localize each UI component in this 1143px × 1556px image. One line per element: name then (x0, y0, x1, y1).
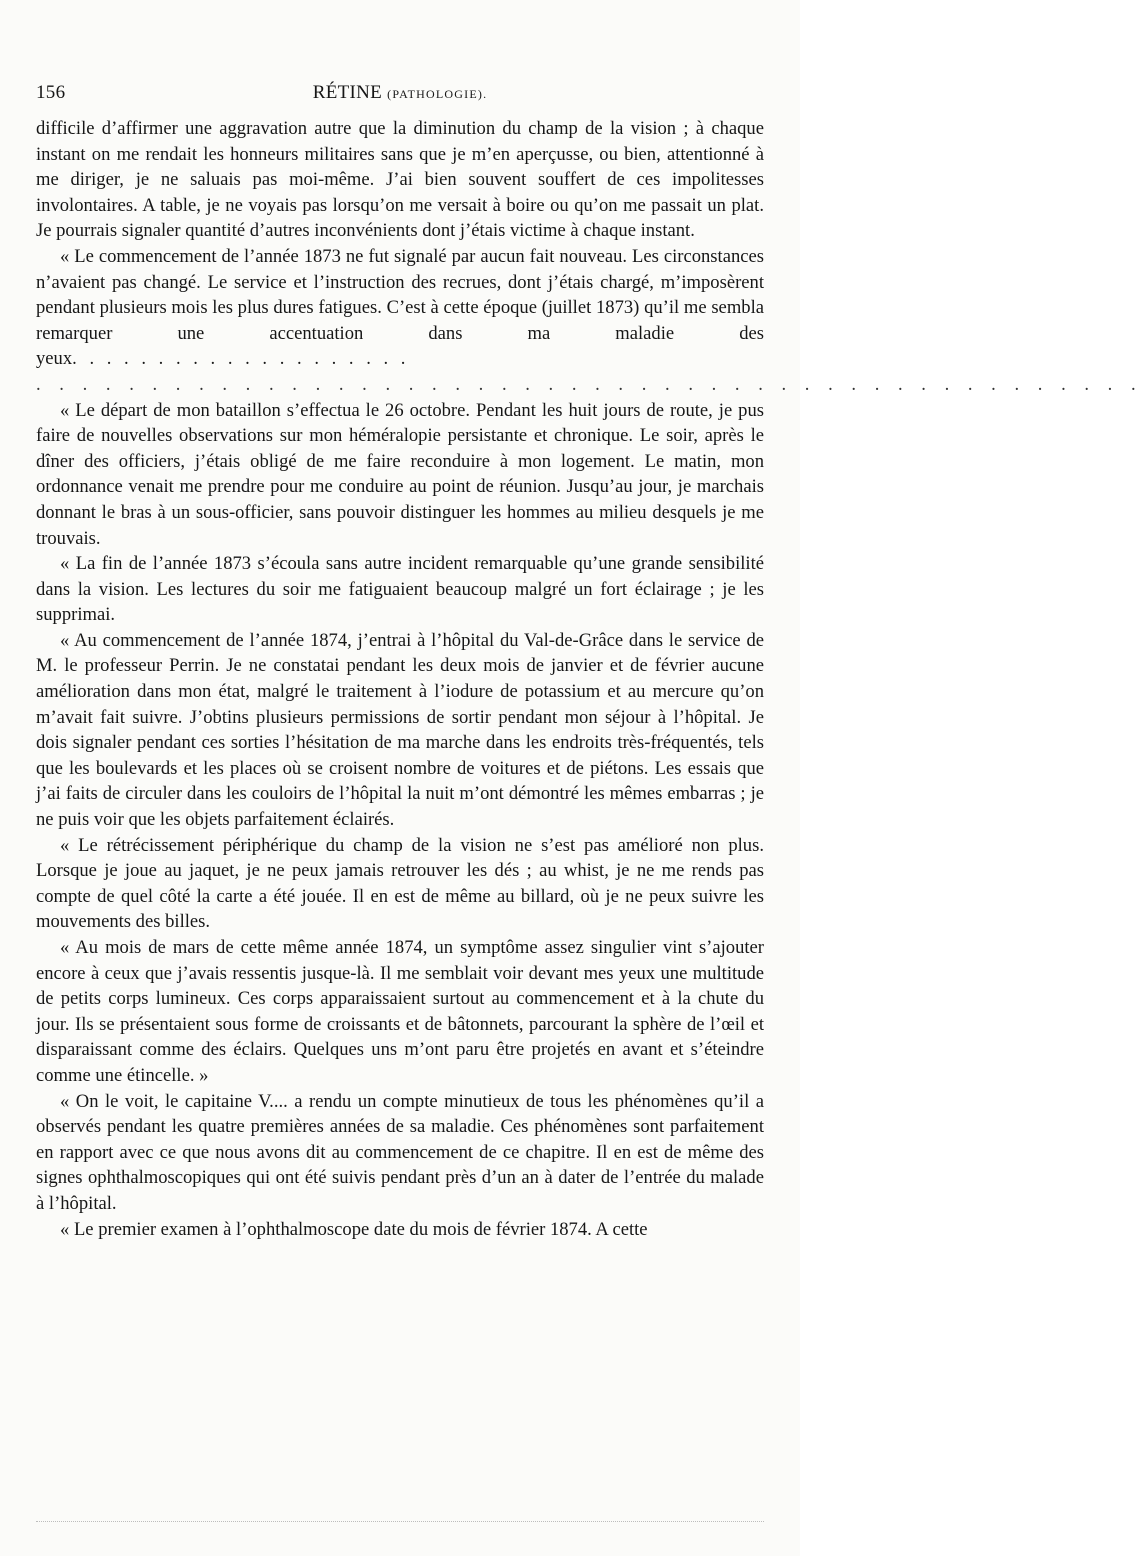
paragraph: « Au mois de mars de cette même année 1874, un symptôme assez singulier vint s’ajouter encore à ceux que j’avais ressentis jusque-là. Il me semblait voir devant mes yeux une multitude de petits corps lumineux. Ces corps apparaissaient surtout au commencement et à la chute du jour. Ils se présentaient sous forme de croissants et de bâtonnets, parcourant la sphère de l’œil et disparaissant comme des éclairs. Quelques uns m’ont paru être projetés en avant et s’éteindre comme une étincelle. » (36, 937, 764, 1086)
paragraph: « Le premier examen à l’ophthalmoscope date du mois de février 1874. A cette (60, 1218, 648, 1240)
ellipsis-line: . . . . . . . . . . . . . . . . . . . . . . . . . . . . . . . . . . . . . . . . . . . . . . . . (36, 373, 1143, 395)
running-title (36, 82, 764, 104)
paragraph-text: « Le commencement de l’année 1873 ne fut signalé par aucun fait nouveau. Les circonstances n’avaient pas changé. Le service et l’instruction des recrues, dont j’étais chargé, m’imposèrent pendant plusieurs mois les plus dures fatigues. C’est à cette époque (juillet 1873) qu’il me sembla remarquer une accentuation dans ma maladie des yeux (36, 245, 764, 370)
running-title-main: RÉTINE (312, 82, 383, 103)
footer-rule (36, 1521, 764, 1522)
page-number: 156 (36, 82, 66, 103)
paragraph: « Au commencement de l’année 1874, j’entrai à l’hôpital du Val-de-Grâce dans le service de M. le professeur Perrin. Je ne constatai pendant les deux mois de janvier et de février aucune amélioration dans mon état, malgré le traitement à l’iodure de potassium et au mercure qu’on m’avait fait suivre. J’obtins plusieurs permissions de sortir pendant mon séjour à l’hôpital. Je dois signaler pendant ces sorties l’hésitation de ma marche dans les endroits très-fréquentés, tels que les boulevards et les places où se croisent nombre de voitures et de piétons. Les essais que j’ai faits de circuler dans les couloirs de l’hôpital la nuit m’ont démontré les mêmes embarras ; je ne puis voir que les objets parfaitement éclairés. (36, 629, 764, 831)
paragraph: « Le départ de mon bataillon s’effectua le 26 octobre. Pendant les huit jours de route, je pus faire de nouvelles observations sur mon héméralopie persistante et chronique. Le soir, après le dîner des officiers, j’étais obligé de me faire reconduire à mon logement. Le matin, mon ordonnance venait me prendre pour me conduire au point de réunion. Jusqu’au jour, je marchais donnant le bras à un sous-officier, sans pouvoir distinguer les hommes au milieu desquels je me trouvais. (36, 399, 764, 549)
trailing-dots: . . . . . . . . . . . . . . . . . . . . (72, 348, 410, 370)
paragraph: « On le voit, le capitaine V.... a rendu un compte minutieux de tous les phénomènes qu’il a observés pendant les quatre premières années de sa maladie. Ces phénomènes sont parfaitement en rapport avec ce que nous avons dit au commencement de ce chapitre. Il en est de même des signes ophthalmoscopiques qui ont été suivis pendant près d’un an à dater de l’entrée du malade à l’hôpital. (36, 1090, 764, 1214)
paragraph: « Le rétrécissement périphérique du champ de la vision ne s’est pas amélioré non plus. Lorsque je joue au jaquet, je ne peux jamais retrouver les dés ; au whist, je ne me rends pas compte de quel côté la carte a été jouée. Il en est de même au billard, où je ne peux suivre les mouvements des billes. (36, 834, 764, 933)
paragraph: « La fin de l’année 1873 s’écoula sans autre incident remarquable qu’une grande sensibilité dans la vision. Les lectures du soir me fatiguaient beaucoup malgré un fort éclairage ; je les supprimai. (36, 553, 764, 626)
running-header (36, 78, 764, 110)
page-body (36, 116, 1143, 1242)
paragraph (36, 244, 764, 372)
paragraph-continued: difficile d’affirmer une aggravation autre que la diminution du champ de la vision ; à chaque instant on me rendait les honneurs militaires sans que je m’en aperçusse, ou bien, attentionné à me diriger, je ne saluais pas moi-même. J’ai bien souvent souffert de ces impolitesses involontaires. A table, je ne voyais pas lorsqu’on me versait à boire ou qu’on me passait un plat. Je pourrais signaler quantité d’autres inconvénients dont j’étais victime à chaque instant. (36, 118, 764, 242)
running-title-subtitle: (PATHOLOGIE). (387, 87, 488, 101)
